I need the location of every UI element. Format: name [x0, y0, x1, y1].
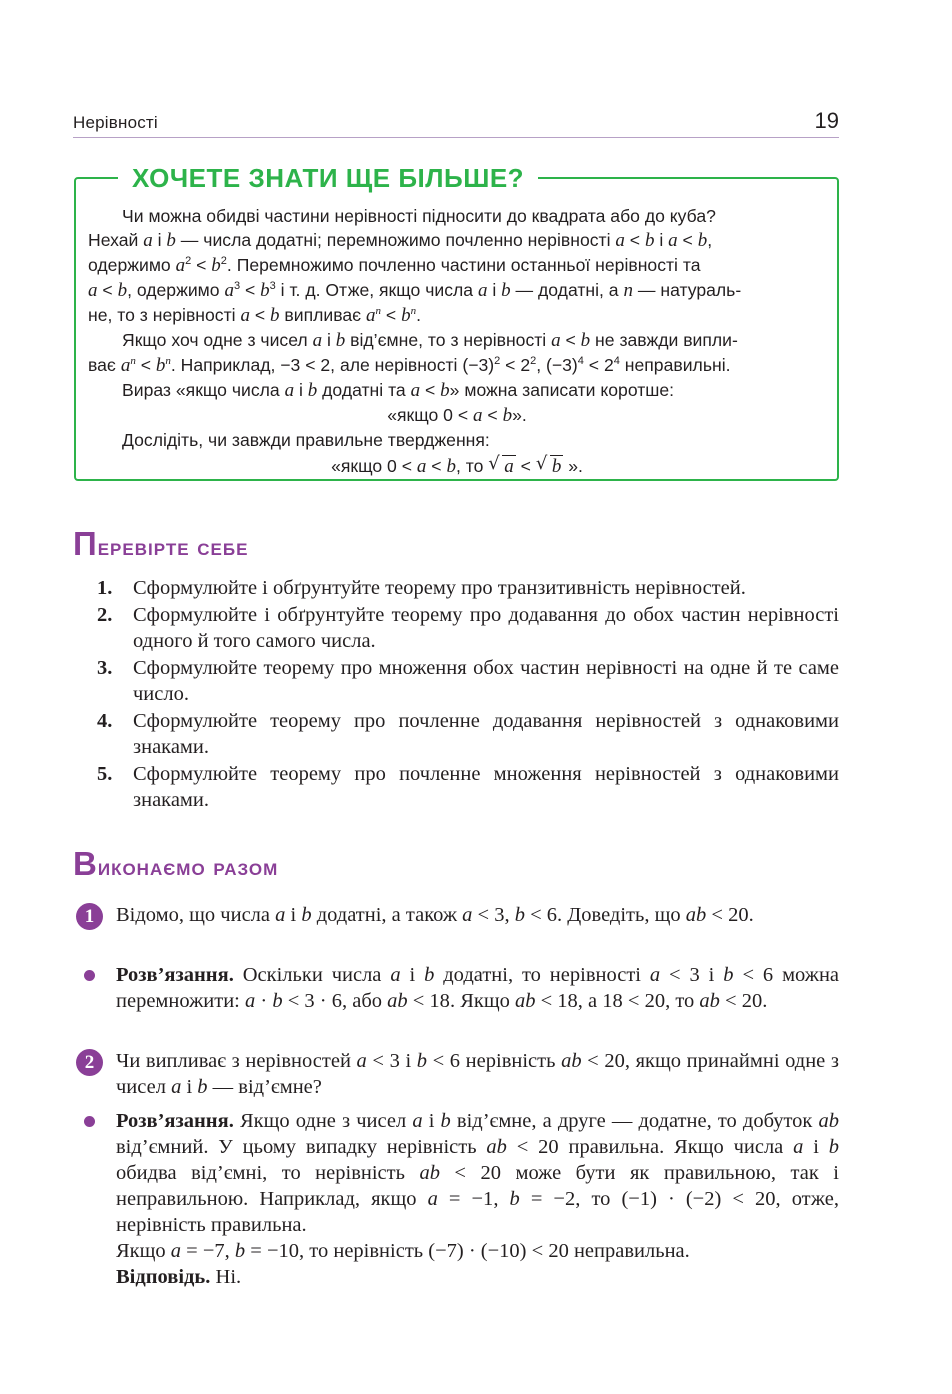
bullet-icon [84, 970, 95, 981]
info-paragraph: ває $a^n < b^n$. Наприклад, −3 < 2, але нерівності $(-3)^2 < 2^2$, $(-3)^4 < 2^4$ неправильні. [88, 355, 731, 376]
list-item: 2. Сформулюйте і обґрунтуйте теорему про додавання до обох частин нерівності одного й того самого числа. [97, 603, 839, 652]
page-number: 19 [814, 108, 839, 133]
info-box [74, 163, 839, 481]
sqrt-a: √ a [488, 454, 516, 479]
section-title-check: Перевірте себе [73, 525, 249, 562]
info-box-body [88, 204, 826, 479]
solution-2: Розв’язання. Якщо одне з чисел a і b від’ємне, а друге — додатне, то добуток ab від’ємний. У цьому випадку нерівність ab < 20 правильна. Якщо числа a і b обидва від’ємні, то нерівність ab < 20 може бути як правильною, так і неправильною. Наприклад, якщо a = −1, b = −2, то (−1) · (−2) < 20, отже, нерівність правильна. Якщо a = −7, b = −10, то нерівність (−7) · (−10) < 20 неправильна. Відповідь. Ні. [74, 1108, 839, 1290]
info-paragraph: Нехай a і b — числа додатні; перемножимо почленно нерівності a < b і a < b, [88, 230, 713, 251]
example-number-badge: 2 [76, 1049, 103, 1076]
info-paragraph: Дослідіть, чи завжди правильне твердження: [122, 430, 490, 450]
list-item: 1. Сформулюйте і обґрунтуйте теорему про транзитивність нерівностей. [97, 577, 746, 599]
example-2: 2 Чи випливає з нерівностей a < 3 і b < 6 нерівність ab < 20, якщо принаймні одне з чисел a і b — від’ємне? [74, 1048, 839, 1100]
solution-1: Розв’язання. Оскільки числа a і b додатні, то нерівності a < 3 і b < 6 можна перемножити: a · b < 3 · 6, або ab < 18. Якщо ab < 18, а 18 < 20, то ab < 20. [74, 962, 839, 1014]
example-1: 1 Відомо, що числа a і b додатні, а також a < 3, b < 6. Доведіть, що ab < 20. [74, 902, 839, 928]
sqrt-b: √ b [536, 454, 564, 479]
running-header [73, 107, 839, 138]
list-item: 3. Сформулюйте теорему про множення обох частин нерівності на одне й те саме число. [97, 656, 839, 705]
info-paragraph: a < b, одержимо $a^3 < b^3$ і т. д. Отже, якщо числа a і b — додатні, а n — натураль- [88, 280, 742, 301]
bullet-icon [84, 1116, 95, 1127]
info-paragraph: Чи можна обидві частини нерівності підносити до квадрата або до куба? [122, 206, 716, 226]
info-paragraph: одержимо $a^2 < b^2$. Перемножимо почленно частини останньої нерівності та [88, 255, 701, 276]
example-number-badge: 1 [76, 903, 103, 930]
info-box-title: ХОЧЕТЕ ЗНАТИ ЩЕ БІЛЬШЕ? [118, 163, 538, 193]
list-item: 5. Сформулюйте теорему про почленне множення нерівностей з однаковими знаками. [97, 762, 839, 811]
info-paragraph: Якщо хоч одне з чисел a і b від’ємне, то з нерівності a < b не завжди випли- [122, 330, 738, 351]
info-formula: «якщо 0 < a < b». [387, 405, 527, 426]
info-paragraph: Вираз «якщо числа a і b додатні та a < b» можна записати коротше: [122, 380, 675, 401]
list-item: 4. Сформулюйте теорему про почленне додавання нерівностей з однаковими знаками. [97, 709, 839, 758]
info-formula: «якщо 0 < a < b, то √ a < √ b ». [88, 454, 826, 479]
question-list [97, 575, 839, 814]
info-paragraph: не, то з нерівності a < b випливає $a^n < b^n$. [88, 305, 421, 326]
chapter-title: Нерівності [73, 113, 158, 132]
section-title-together: Виконаємо разом [73, 845, 279, 882]
